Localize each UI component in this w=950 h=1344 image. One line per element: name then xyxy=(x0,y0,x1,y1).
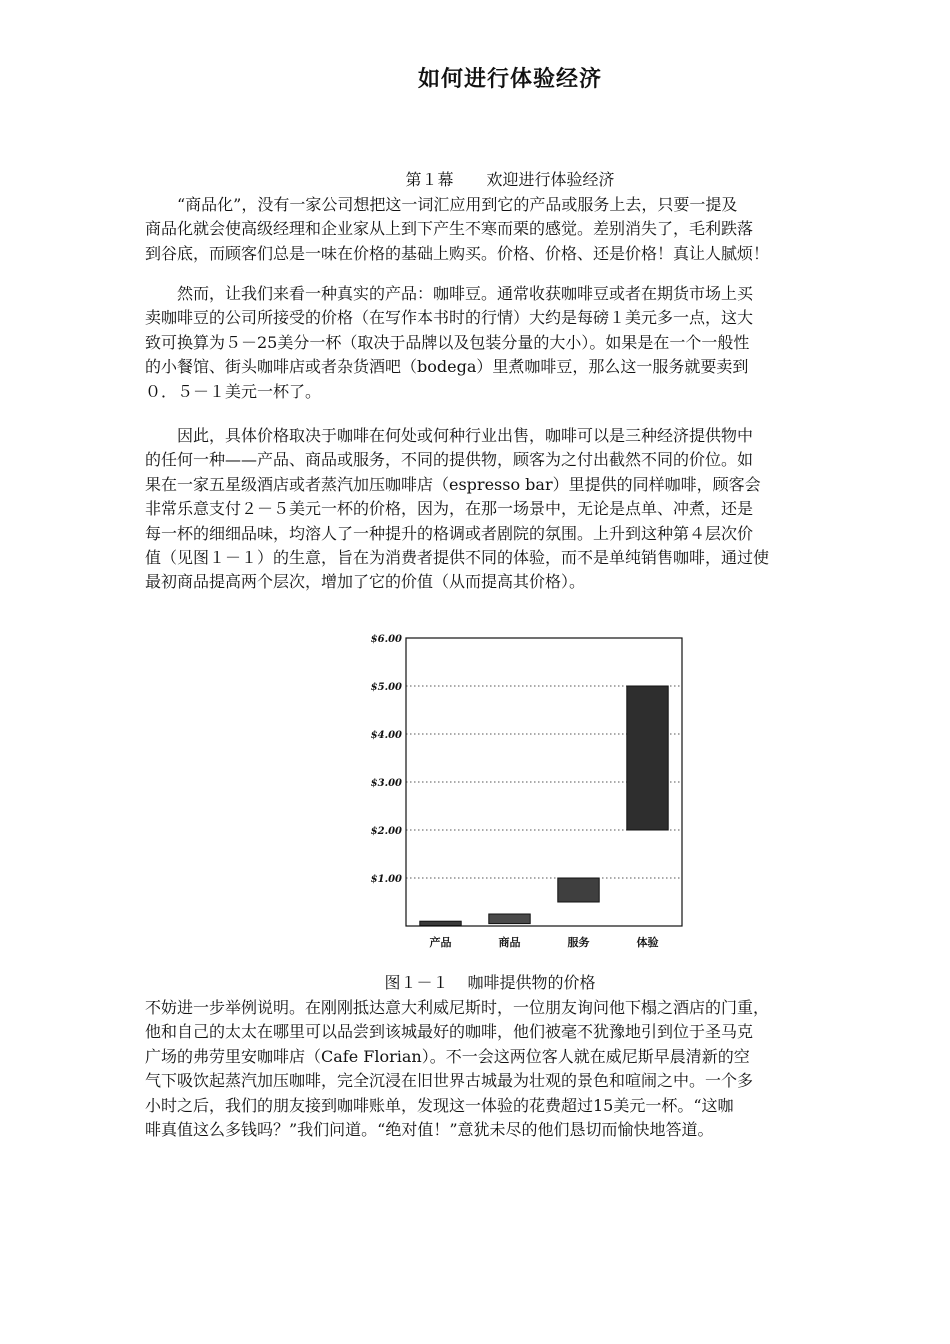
paragraph-line: 气下吸饮起蒸汽加压咖啡，完全沉浸在旧世界古城最为壮观的景色和喧闹之中。一个多 xyxy=(145,1071,754,1091)
paragraph-line: 他和自己的太太在哪里可以品尝到该城最好的咖啡，他们被毫不犹豫地引到位于圣马克 xyxy=(145,1022,754,1042)
paragraph-4 xyxy=(145,996,885,1142)
paragraph-line: 每一杯的细细品味，均溶人了一种提升的格调或者剧院的氛围。上升到这种第４层次价 xyxy=(145,523,754,543)
paragraph-line: 到谷底，而顾客们总是一味在价格的基础上购买。价格、价格、还是价格！真让人腻烦！ xyxy=(145,243,770,263)
paragraph-line: 的小餐馆、街头咖啡店或者杂货酒吧（bodega）里煮咖啡豆，那么这一服务就要卖到 xyxy=(145,357,749,377)
paragraph-line: 然而，让我们来看一种真实的产品：咖啡豆。通常收获咖啡豆或者在期货市场上买 xyxy=(177,284,754,303)
paragraph-line: 商品化就会使高级经理和企业家从上到下产生不寒而栗的感觉。差别消失了，毛利跌落 xyxy=(145,219,754,239)
paragraph-line: 啡真值这么多钱吗？”我们问道。“绝对值！”意犹未尽的他们恳切而愉快地答道。 xyxy=(145,1120,714,1140)
figure-number: 图１－１ xyxy=(384,973,449,992)
section-heading xyxy=(0,167,950,190)
paragraph-line: ０．５－１美元一杯了。 xyxy=(145,381,322,401)
x-category-label: 商品 xyxy=(498,936,521,949)
figure-caption-text: 咖啡提供物的价格 xyxy=(467,973,596,992)
document-title: 如何进行体验经济 xyxy=(417,67,602,92)
x-category-label: 体验 xyxy=(636,936,659,949)
bar-4 xyxy=(627,686,668,830)
paragraph-line: 果在一家五星级酒店或者蒸汽加压咖啡店（espresso bar）里提供的同样咖啡，顾客会 xyxy=(145,474,761,494)
paragraph-line: 小时之后，我们的朋友接到咖啡账单，发现这一体验的花费超过15美元一杯。“这咖 xyxy=(145,1095,734,1115)
y-tick-label: $5.00 xyxy=(370,682,402,693)
paragraph-line: 最初商品提高两个层次，增加了它的价值（从而提高其价格）。 xyxy=(145,572,586,592)
y-tick-label: $3.00 xyxy=(370,778,402,789)
bar-3 xyxy=(558,878,599,902)
paragraph-line: “商品化”，没有一家公司想把这一词汇应用到它的产品或服务上去，只要一提及 xyxy=(177,195,738,214)
paragraph-line: 值（见图１－１）的生意，旨在为消费者提供不同的体验，而不是单纯销售咖啡，通过使 xyxy=(145,548,770,568)
paragraph-1 xyxy=(145,193,885,266)
paragraph-line: 卖咖啡豆的公司所接受的价格（在写作本书时的行情）大约是每磅１美元多一点，这大 xyxy=(145,308,754,328)
paragraph-3 xyxy=(145,424,885,595)
paragraph-line: 不妨进一步举例说明。在刚刚抵达意大利威尼斯时，一位朋友询问他下榻之酒店的门重， xyxy=(145,998,770,1017)
x-category-label: 产品 xyxy=(429,936,452,949)
coffee-price-chart xyxy=(360,628,690,958)
bar-2 xyxy=(489,914,530,924)
bar-1 xyxy=(420,921,461,925)
figure-caption xyxy=(0,970,950,993)
y-tick-label: $6.00 xyxy=(370,634,402,645)
section-number: 第１幕 xyxy=(405,170,454,189)
y-tick-label: $1.00 xyxy=(370,874,402,885)
y-tick-label: $2.00 xyxy=(370,826,402,837)
paragraph-line: 致可换算为５－25美分一杯（取决于品牌以及包装分量的大小）。如果是在一个一般性 xyxy=(145,332,750,352)
y-tick-label: $4.00 xyxy=(370,730,402,741)
paragraph-line: 广场的弗劳里安咖啡店（Cafe Florian）。不一会这两位客人就在威尼斯早晨清新的空 xyxy=(145,1046,750,1066)
paragraph-2 xyxy=(145,282,885,404)
section-title: 欢迎进行体验经济 xyxy=(486,170,615,189)
x-category-label: 服务 xyxy=(567,936,590,949)
paragraph-line: 因此，具体价格取决于咖啡在何处或何种行业出售，咖啡可以是三种经济提供物中 xyxy=(177,426,754,445)
paragraph-line: 的任何一种——产品、商品或服务，不同的提供物，顾客为之付出截然不同的价位。如 xyxy=(145,450,754,470)
paragraph-line: 非常乐意支付２－５美元一杯的价格，因为，在那一场景中，无论是点单、冲煮，还是 xyxy=(145,499,754,519)
